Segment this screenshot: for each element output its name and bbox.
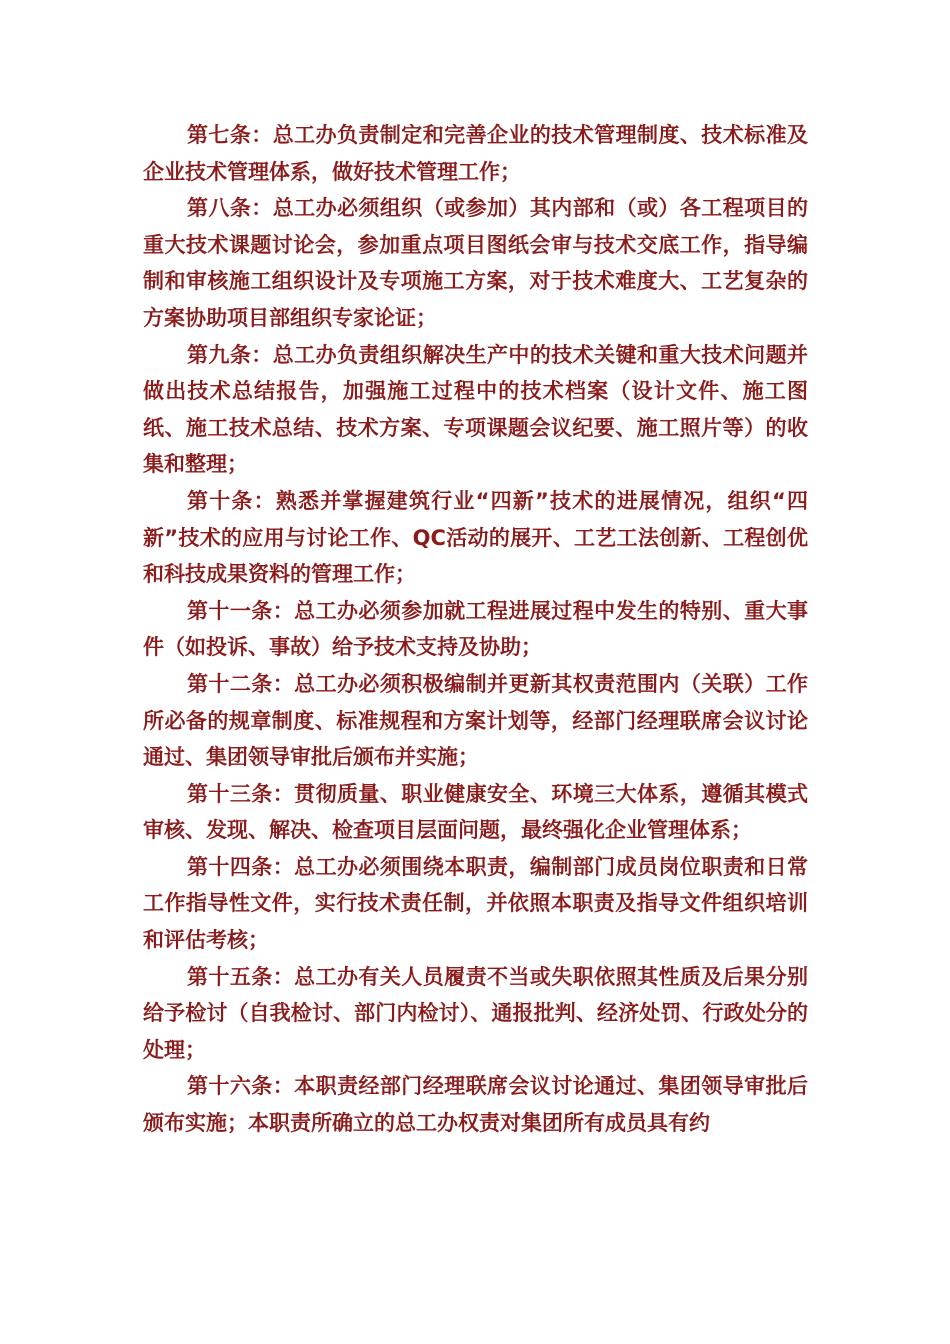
article-7-paragraph: 第七条：总工办负责制定和完善企业的技术管理制度、技术标准及企业技术管理体系，做好技术管理工作； <box>143 123 808 184</box>
article-16-paragraph: 第十六条：本职责经部门经理联席会议讨论通过、集团领导审批后颁布实施；本职责所确立的总工办权责对集团所有成员具有约 <box>143 1074 808 1136</box>
article-15-paragraph: 第十五条：总工办有关人员履责不当或失职依照其性质及后果分别给予检讨（自我检讨、部门内检讨）、通报批判、经济处罚、行政处分的处理； <box>143 964 808 1062</box>
article-11-paragraph: 第十一条：总工办必须参加就工程进展过程中发生的特别、重大事件（如投诉、事故）给予技术支持及协助； <box>143 598 808 660</box>
document-body <box>143 117 808 1142</box>
article-14-paragraph: 第十四条：总工办必须围绕本职责，编制部门成员岗位职责和日常工作指导性文件，实行技术责任制，并依照本职责及指导文件组织培训和评估考核； <box>143 854 808 953</box>
article-9-paragraph: 第九条：总工办负责组织解决生产中的技术关键和重大技术问题并做出技术总结报告，加强施工过程中的技术档案（设计文件、施工图纸、施工技术总结、技术方案、专项课题会议纪要、施工照片等）的收集和整理； <box>143 342 808 477</box>
article-10-paragraph: 第十条：熟悉并掌握建筑行业“四新”技术的进展情况，组织“四新”技术的应用与讨论工作、QC活动的展开、工艺工法创新、工程创优和科技成果资料的管理工作； <box>143 488 808 587</box>
article-13-paragraph: 第十三条：贯彻质量、职业健康安全、环境三大体系，遵循其模式审核、发现、解决、检查项目层面问题，最终强化企业管理体系； <box>143 781 808 843</box>
article-12-paragraph: 第十二条：总工办必须积极编制并更新其权责范围内（关联）工作所必备的规章制度、标准规程和方案计划等，经部门经理联席会议讨论通过、集团领导审批后颁布并实施； <box>143 671 808 770</box>
article-8-paragraph: 第八条：总工办必须组织（或参加）其内部和（或）各工程项目的重大技术课题讨论会，参加重点项目图纸会审与技术交底工作，指导编制和审核施工组织设计及专项施工方案，对于技术难度大、工艺复杂的方案协助项目部组织专家论证； <box>143 196 808 330</box>
